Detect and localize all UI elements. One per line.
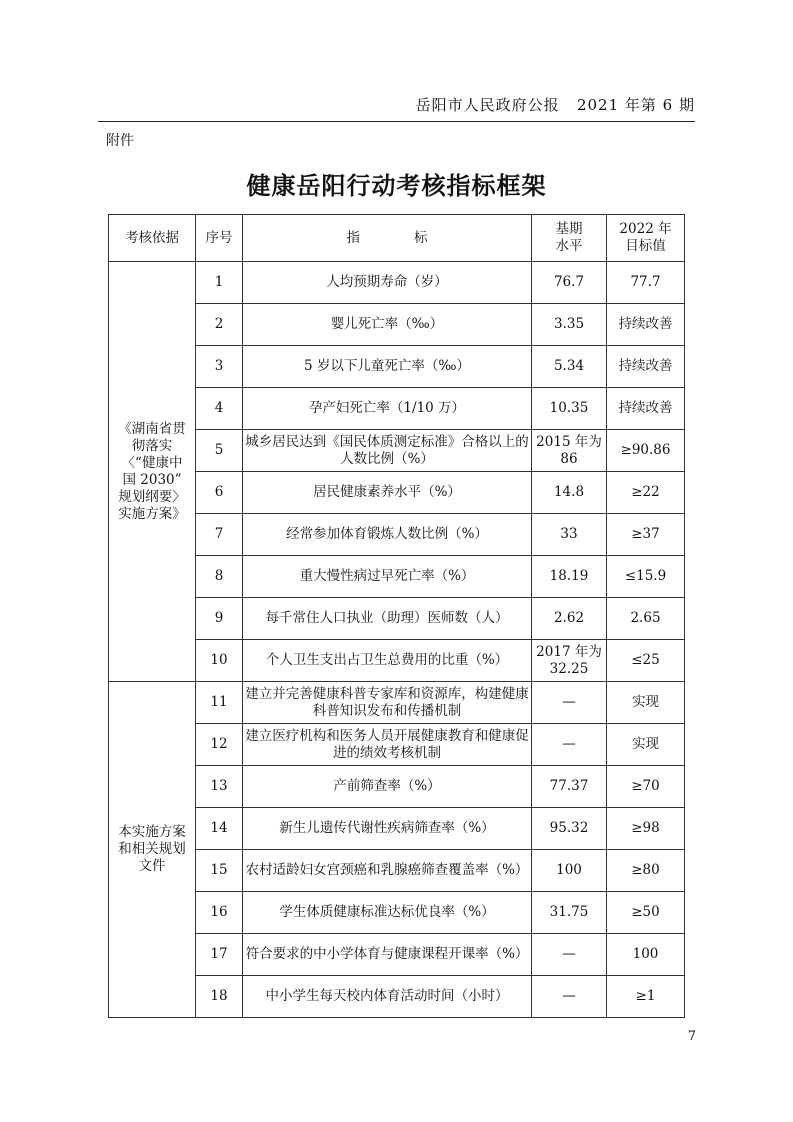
table-row [109,850,685,892]
header-basis: 考核依据 [109,215,196,262]
base-value-cell: 100 [532,850,607,892]
basis-line: 彻落实 [131,437,173,454]
target-value-cell: 实现 [607,682,685,724]
indicator-cell: 每千常住人口执业（助理）医师数（人） [243,598,532,640]
row-number: 8 [196,556,243,598]
indicator-cell: 新生儿遗传代谢性疾病筛查率（%） [243,808,532,850]
publication-name: 岳阳市人民政府公报 [415,96,560,114]
table-row [109,304,685,346]
table-row [109,892,685,934]
table-row [109,430,685,472]
target-value-cell: ≥90.86 [607,430,685,472]
indicator-cell: 个人卫生支出占卫生总费用的比重（%） [243,640,532,682]
issue-number: 2021 年第 6 期 [576,96,695,114]
target-value-cell: ≤15.9 [607,556,685,598]
header-no: 序号 [196,215,243,262]
target-value-cell: 持续改善 [607,304,685,346]
base-value-cell: — [532,682,607,724]
table-row [109,598,685,640]
table-row [109,682,685,724]
header-rule [98,121,695,122]
target-value-cell: ≥37 [607,514,685,556]
base-value-cell: 14.8 [532,472,607,514]
header-target-line2: 目标值 [625,238,666,254]
table-row [109,514,685,556]
target-value-cell: ≥98 [607,808,685,850]
target-value-cell: 77.7 [607,262,685,304]
row-number: 18 [196,976,243,1018]
row-number: 12 [196,724,243,766]
base-value-cell: 2015 年为 86 [532,430,607,472]
indicator-cell: 中小学生每天校内体育活动时间（小时） [243,976,532,1018]
base-value-cell: 2017 年为 32.25 [532,640,607,682]
header-base [532,215,607,262]
table-row [109,262,685,304]
base-value-cell: 18.19 [532,556,607,598]
basis-cell [109,262,196,682]
table-header-row [109,215,685,262]
indicator-cell: 5 岁以下儿童死亡率（‰） [243,346,532,388]
target-value-cell: ≤25 [607,640,685,682]
header-publication [416,94,695,115]
table-row [109,472,685,514]
table-row [109,346,685,388]
indicator-cell: 符合要求的中小学体育与健康课程开课率（%） [243,934,532,976]
row-number: 7 [196,514,243,556]
indicator-cell: 建立医疗机构和医务人员开展健康教育和健康促进的绩效考核机制 [243,724,532,766]
basis-cell [109,682,196,1018]
table-row [109,640,685,682]
target-value-cell: ≥70 [607,766,685,808]
page-number: 7 [687,1029,696,1044]
base-value-cell: 77.37 [532,766,607,808]
base-value-cell: 31.75 [532,892,607,934]
row-number: 3 [196,346,243,388]
indicator-cell: 经常参加体育锻炼人数比例（%） [243,514,532,556]
table-row [109,808,685,850]
table-row [109,388,685,430]
indicator-cell: 城乡居民达到《国民体质测定标准》合格以上的人数比例（%） [243,430,532,472]
target-value-cell: ≥80 [607,850,685,892]
indicator-cell: 孕产妇死亡率（1/10 万） [243,388,532,430]
base-value-cell: 76.7 [532,262,607,304]
attachment-label: 附件 [106,133,134,149]
basis-line: 实施方案》 [118,505,186,522]
basis-line: 〈“健康中 [121,454,183,471]
row-number: 17 [196,934,243,976]
indicator-cell: 重大慢性病过早死亡率（%） [243,556,532,598]
base-value-cell: 33 [532,514,607,556]
base-value-cell: 2.62 [532,598,607,640]
row-number: 13 [196,766,243,808]
base-value-cell: — [532,934,607,976]
indicator-cell: 学生体质健康标准达标优良率（%） [243,892,532,934]
row-number: 10 [196,640,243,682]
header-target [607,215,685,262]
target-value-cell: ≥50 [607,892,685,934]
target-value-cell: ≥1 [607,976,685,1018]
indicator-cell: 人均预期寿命（岁） [243,262,532,304]
row-number: 4 [196,388,243,430]
base-value-cell: 5.34 [532,346,607,388]
target-value-cell: 2.65 [607,598,685,640]
row-number: 2 [196,304,243,346]
header-base-line2: 水平 [555,238,583,254]
basis-line: 《湖南省贯 [118,420,186,437]
base-value-cell: — [532,724,607,766]
basis-line: 规划纲要〉 [118,488,186,505]
target-value-cell: ≥22 [607,472,685,514]
target-value-cell: 持续改善 [607,388,685,430]
basis-line: 文件 [138,858,166,874]
row-number: 16 [196,892,243,934]
base-value-cell: — [532,976,607,1018]
table-body [109,262,685,1018]
indicator-cell: 农村适龄妇女宫颈癌和乳腺癌筛查覆盖率（%） [243,850,532,892]
table-row [109,976,685,1018]
basis-line: 本实施方案 [118,824,186,840]
indicator-table [108,214,685,1018]
row-number: 1 [196,262,243,304]
header-indicator: 指 标 [243,215,532,262]
indicator-cell: 婴儿死亡率（‰） [243,304,532,346]
basis-line: 和相关规划 [118,841,186,857]
target-value-cell: 实现 [607,724,685,766]
base-value-cell: 10.35 [532,388,607,430]
row-number: 15 [196,850,243,892]
table-row [109,556,685,598]
indicator-cell: 建立并完善健康科普专家库和资源库，构建健康科普知识发布和传播机制 [243,682,532,724]
table-row [109,934,685,976]
base-value-cell: 3.35 [532,304,607,346]
row-number: 14 [196,808,243,850]
basis-line: 国 2030” [122,471,182,488]
row-number: 9 [196,598,243,640]
row-number: 6 [196,472,243,514]
target-value-cell: 持续改善 [607,346,685,388]
row-number: 11 [196,682,243,724]
header-base-line1: 基期 [555,221,583,237]
page-title: 健康岳阳行动考核指标框架 [246,171,547,200]
target-value-cell: 100 [607,934,685,976]
base-value-cell: 95.32 [532,808,607,850]
indicator-cell: 产前筛查率（%） [243,766,532,808]
indicator-cell: 居民健康素养水平（%） [243,472,532,514]
row-number: 5 [196,430,243,472]
table-row [109,766,685,808]
table-row [109,724,685,766]
header-target-line1: 2022 年 [619,221,672,237]
